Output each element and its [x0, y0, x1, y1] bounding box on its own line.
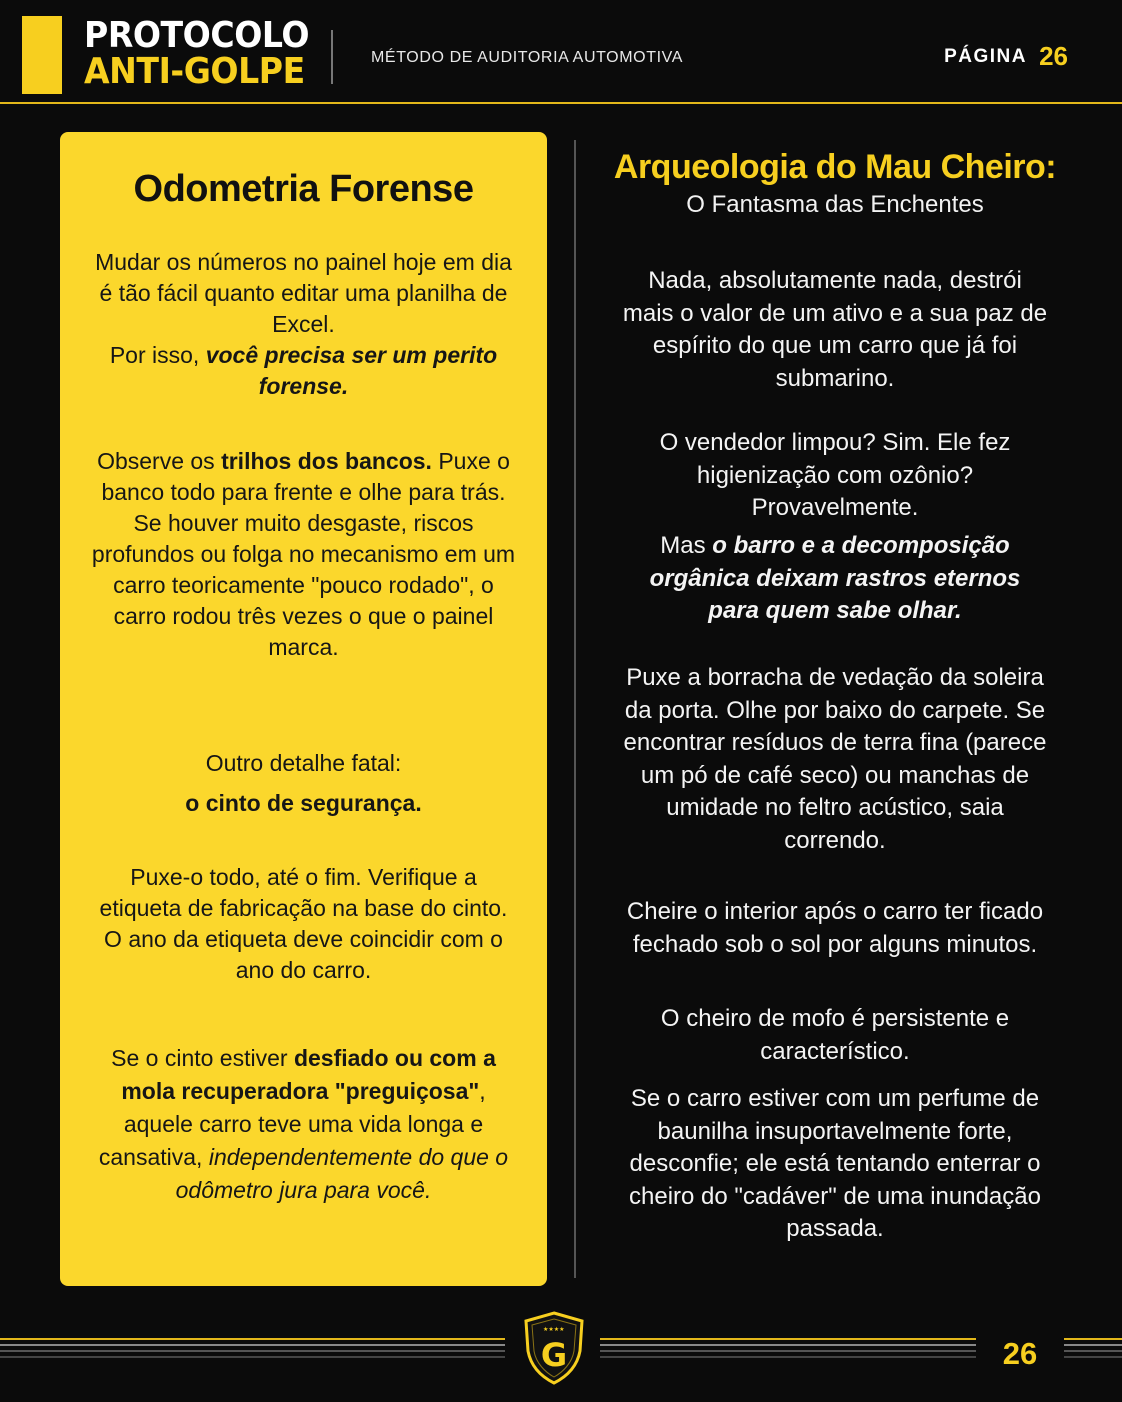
left-p5-text: , aquele carro teve uma vida longa e cansativa, [98, 1078, 486, 1170]
right-subtitle: O Fantasma das Enchentes [686, 191, 984, 218]
right-paragraph-3 [622, 530, 1048, 628]
left-card [60, 132, 547, 1286]
brand-line-1: PROTOCOLO [84, 15, 310, 56]
footer-lines-right [1064, 1338, 1122, 1364]
header-subtitle: MÉTODO DE AUDITORIA AUTOMOTIVA [371, 49, 683, 66]
right-paragraph-6: O cheiro de mofo é persistente e característico. [660, 1005, 1010, 1065]
right-paragraph-5: Cheire o interior após o carro ter ficado fechado sob o sol por alguns minutos. [626, 898, 1044, 958]
left-paragraph-5 [90, 1042, 517, 1207]
svg-text:★★★★: ★★★★ [543, 1326, 565, 1333]
left-p2-lead: Observe os [97, 448, 222, 474]
right-paragraph-4: Puxe a borracha de vedação da soleira da porta. Olhe por baixo do carpete. Se encontrar resíduos de terra fina (parece um pó de café seco) ou manchas de umidade no feltro acústico, saia correndo. [623, 664, 1047, 854]
header-divider [331, 30, 333, 84]
right-heading [606, 148, 1064, 219]
page-header [0, 0, 1122, 104]
right-paragraph-7: Se o carro estiver com um perfume de baunilha insuportavelmente forte, desconfie; ele está tentando enterrar o cheiro do "cadáver" de uma inundação passada. [629, 1085, 1041, 1242]
shield-letter: G [540, 1336, 568, 1374]
left-paragraph-1 [90, 247, 517, 402]
left-paragraph-3 [90, 743, 517, 823]
brand-logo [84, 15, 310, 92]
header-rule [0, 102, 1122, 104]
right-p3-lead: Mas [660, 532, 713, 559]
page-number-bottom: 26 [1002, 1336, 1038, 1371]
left-title: Odometria Forense [133, 168, 474, 210]
shield-logo-icon [522, 1311, 586, 1385]
right-title: Arqueologia do Mau Cheiro: [613, 148, 1057, 186]
page-label: PÁGINA [944, 46, 1027, 67]
right-paragraph-1: Nada, absolutamente nada, destrói mais o valor de um ativo e a sua paz de espírito do que um carro que já foi submarino. [622, 267, 1048, 392]
left-p1-text: Mudar os números no painel hoje em dia é tão fácil quanto editar uma planilha de Excel. [95, 249, 512, 337]
left-p2-text: Puxe o banco todo para frente e olhe para trás. Se houver muito desgaste, riscos profundos ou folga no mecanismo em um carro teoricamente "pouco rodado", o carro rodou três vezes o que o painel marca. [91, 448, 516, 660]
left-p3-text: Outro detalhe fatal: [205, 750, 402, 776]
left-p2-bold: trilhos dos bancos. [221, 448, 432, 474]
brand-line-2: ANTI-GOLPE [84, 51, 305, 92]
left-p5-bold: desfiado ou com a mola recuperadora "preguiçosa" [121, 1045, 496, 1104]
right-paragraph-2: O vendedor limpou? Sim. Ele fez higienização com ozônio? Provavelmente. [659, 429, 1011, 521]
footer-lines-left [0, 1338, 505, 1364]
page-number-top: 26 [1039, 41, 1068, 71]
left-p5-lead: Se o cinto estiver [111, 1045, 294, 1071]
left-p1-lead: Por isso, [109, 342, 206, 368]
left-p1-emphasis: você precisa ser um perito forense. [205, 342, 498, 399]
right-p3-emphasis: o barro e a decomposição orgânica deixam rastros eternos para quem sabe olhar. [649, 532, 1021, 624]
column-divider [574, 140, 576, 1278]
left-paragraph-2 [90, 446, 517, 663]
brand-accent-bar [22, 16, 62, 94]
left-p5-italic: independentemente do que o odômetro jura para você. [175, 1144, 509, 1203]
left-paragraph-4: Puxe-o todo, até o fim. Verifique a etiqueta de fabricação na base do cinto. O ano da etiqueta deve coincidir com o ano do carro. [99, 864, 508, 983]
footer-lines-middle [600, 1338, 976, 1364]
left-p3-bold: o cinto de segurança. [185, 790, 422, 816]
